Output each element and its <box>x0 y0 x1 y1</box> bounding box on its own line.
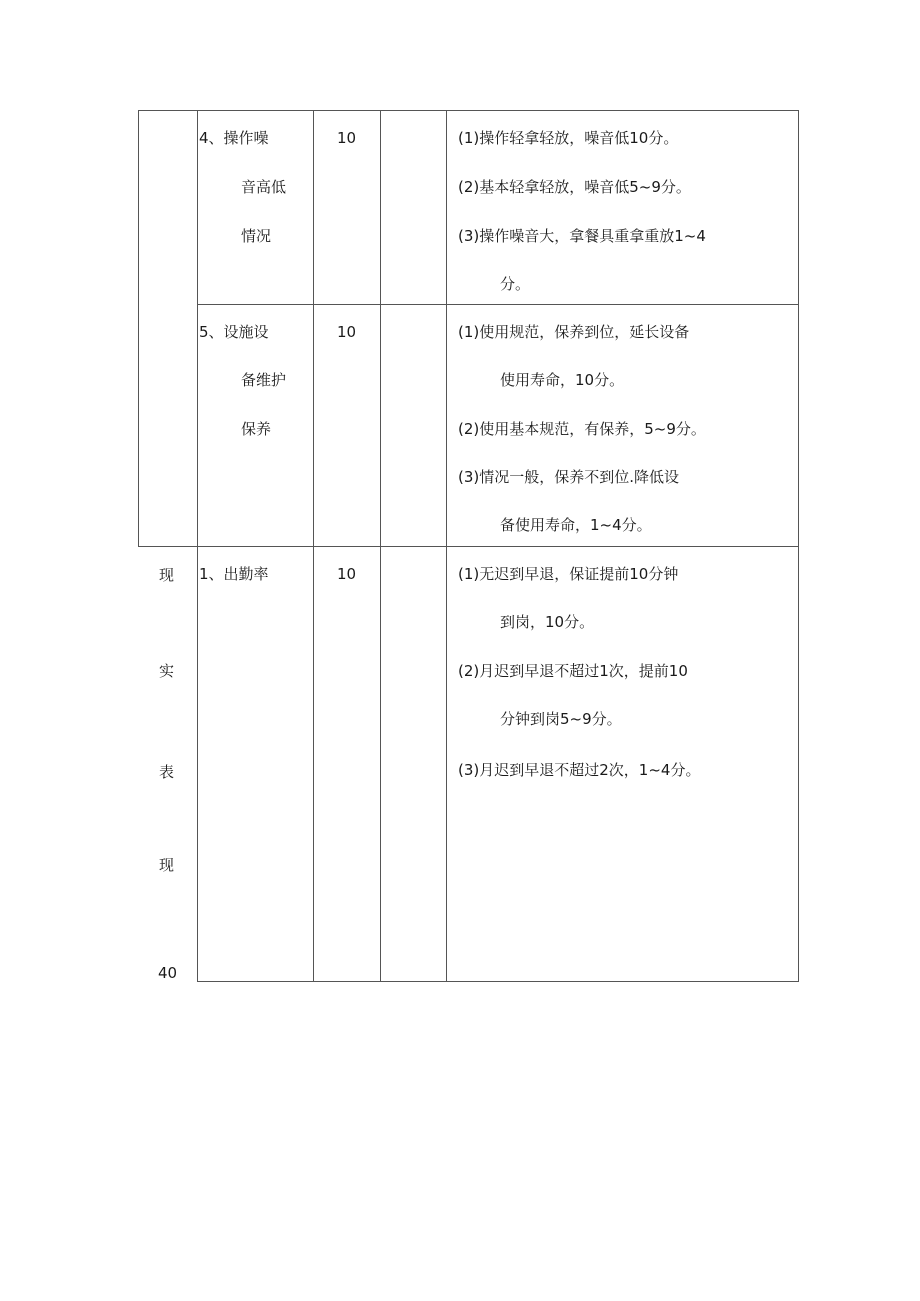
category-char: 实 <box>159 662 175 680</box>
item-label-line: 4、操作噪 <box>199 129 269 147</box>
criteria-line: (1)使用规范，保养到位，延长设备 <box>458 323 690 341</box>
criteria-line: (3)月迟到早退不超过2次，1~4分。 <box>458 761 701 779</box>
criteria-line: 分。 <box>500 275 531 293</box>
criteria-line: 到岗，10分。 <box>500 613 595 631</box>
item-label-line: 音高低 <box>241 178 287 196</box>
criteria-line: (1)无迟到早退，保证提前10分钟 <box>458 565 679 583</box>
criteria-line: (2)基本轻拿轻放，噪音低5~9分。 <box>458 178 691 196</box>
table-border-bottom <box>197 981 799 982</box>
category-char: 表 <box>159 763 175 781</box>
criteria-line: (2)月迟到早退不超过1次，提前10 <box>458 662 688 680</box>
row-divider-2 <box>138 546 799 547</box>
criteria-line: 备使用寿命，1~4分。 <box>500 516 652 534</box>
criteria-line: (3)操作噪音大，拿餐具重拿重放1~4 <box>458 227 706 245</box>
item-label-line: 保养 <box>241 420 272 438</box>
category-char: 40 <box>158 964 178 982</box>
category-char: 现 <box>159 566 175 584</box>
criteria-line: 分钟到岗5~9分。 <box>500 710 622 728</box>
item-label-line: 备维护 <box>241 371 287 389</box>
item-label-line: 情况 <box>241 227 272 245</box>
criteria-line: (2)使用基本规范，有保养，5~9分。 <box>458 420 706 438</box>
score-value: 10 <box>337 129 357 147</box>
table-border-left <box>138 110 139 547</box>
score-value: 10 <box>337 565 357 583</box>
criteria-line: (3)情况一般，保养不到位.降低设 <box>458 468 680 486</box>
criteria-line: 使用寿命，10分。 <box>500 371 625 389</box>
item-label-line: 5、设施设 <box>199 323 269 341</box>
category-char: 现 <box>159 856 175 874</box>
table-border-top <box>138 110 799 111</box>
criteria-line: (1)操作轻拿轻放，噪音低10分。 <box>458 129 679 147</box>
row-divider-1 <box>197 304 799 305</box>
score-value: 10 <box>337 323 357 341</box>
item-label-line: 1、出勤率 <box>199 565 269 583</box>
